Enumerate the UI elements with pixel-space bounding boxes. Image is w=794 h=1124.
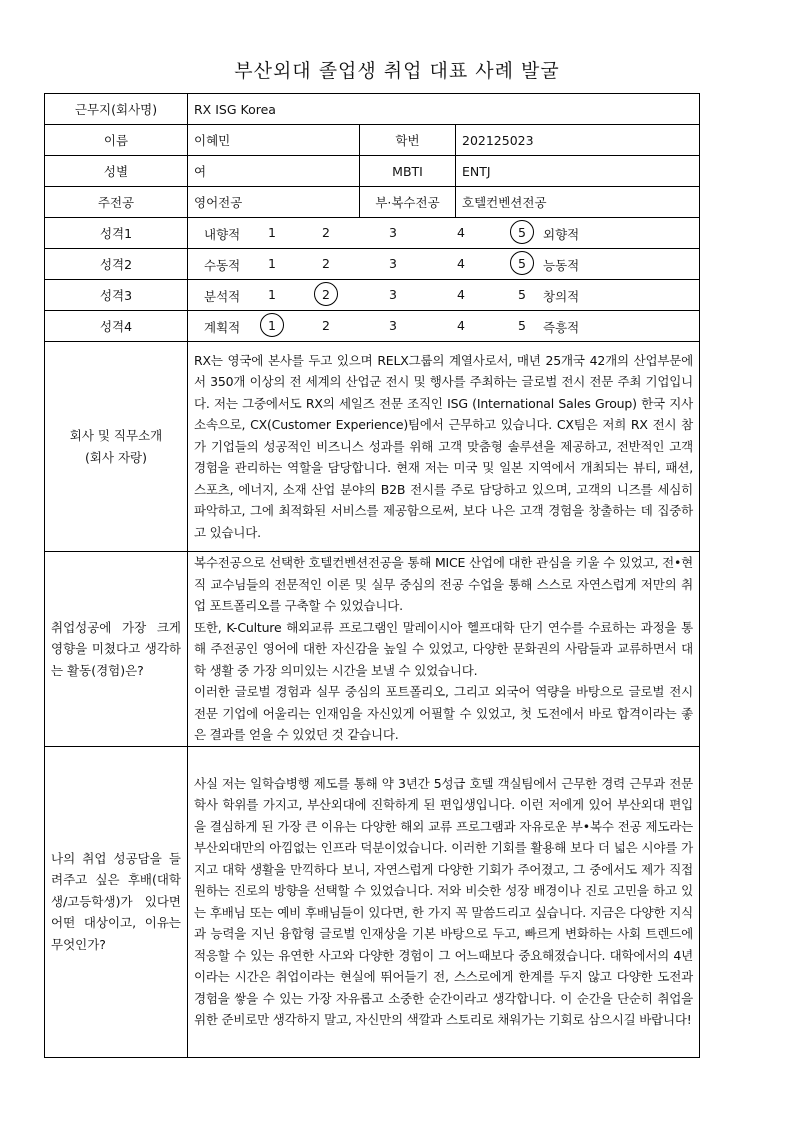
gender-value: 여 — [188, 156, 360, 187]
scale-value: 5 — [518, 318, 526, 333]
paragraph: RX는 영국에 본사를 두고 있으며 RELX그룹의 계열사로서, 매년 25개국 42개의 산업부문에서 350개 이상의 전 세계의 산업군 전시 및 행사를 주최하는 글로벌 전시 전문 주최 기업입니다. 저는 그중에서도 RX의 세일즈 전문 조직인 ISG (International Sales Group) 한국 지사 소속으로, CX(Customer Experience)팀에서 근무하고 있습니다. CX팀은 저희 RX 전시 참가 기업들의 성공적인 비즈니스 성과를 위해 고객 맞춤형 솔루션을 제공하고, 전반적인 고객 경험을 관리하는 역할을 담당합니다. 현재 저는 미국 및 일본 지역에서 개최되는 뷰티, 패션, 스포츠, 에너지, 소재 산업 분야의 B2B 전시를 주로 담당하고 있으며, 고객의 니즈를 세심히 파악하고, 그에 최적화된 서비스를 제공함으로써, 보다 나은 고객 경험을 창출하는 데 집중하고 있습니다. — [194, 352, 694, 540]
scale-value: 3 — [389, 256, 397, 271]
scale-left-label: 분석적 — [204, 289, 241, 304]
scale-value: 1 — [268, 256, 276, 271]
personality-scale — [188, 218, 699, 248]
personality-row — [45, 218, 700, 249]
company-intro-label — [45, 342, 188, 552]
scale-value: 4 — [457, 256, 465, 271]
scale-value: 3 — [389, 225, 397, 240]
student-id-value: 202125023 — [456, 125, 700, 156]
gender-label: 성별 — [45, 156, 188, 187]
name-label: 이름 — [45, 125, 188, 156]
minor-label: 부·복수전공 — [360, 187, 456, 218]
scale-value: 3 — [389, 287, 397, 302]
scale-value: 2 — [322, 256, 330, 271]
paragraph: 사실 저는 일학습병행 제도를 통해 약 3년간 5성급 호텔 객실팀에서 근무한 경력 근무과 전문학사 학위를 가지고, 부산외대에 진학하게 된 편입생입니다. 이런 저에게 있어 부산외대 편입을 결심하게 된 가장 큰 이유는 다양한 해외 교류 프로그램과 자유로운 부•복수 전공 제도라는 부산외대만의 아낌없는 인프라 덕분이었습니다. 이러한 기회를 활용해 보다 더 넓은 시야를 가지고 대학 생활을 만끽하다 보니, 자연스럽게 다양한 기회가 주어졌고, 그 중에서도 제가 직접 원하는 진로의 방향을 선택할 수 있었습니다. 저와 비슷한 성장 배경이나 진로 고민을 하고 있는 후배님 또는 예비 후배님들이 있다면, 한 가지 꼭 말씀드리고 싶습니다. 지금은 다양한 지식과 능력을 지닌 융합형 글로벌 인재상을 기본 바탕으로 두고, 빠르게 변화하는 사회 트렌드에 적응할 수 있는 유연한 사고와 다양한 경험이 그 어느때보다 중요해졌습니다. 대학에서의 4년이라는 시간은 취업이라는 현실에 뛰어들기 전, 스스로에게 한계를 두지 않고 다양한 도전과 경험을 쌓을 수 있는 가장 자유롭고 소중한 순간이라고 생각합니다. 이 순간을 단순히 취업을 위한 준비로만 생각하지 말고, 자신만의 색깔과 스토리로 채워가는 기회로 삼으시길 바랍니다! — [194, 775, 694, 1027]
scale-right-label: 외향적 — [543, 227, 580, 242]
scale-right-label: 즉흥적 — [543, 320, 580, 335]
scale-right-label: 능동적 — [543, 258, 580, 273]
scale-value: 4 — [457, 225, 465, 240]
company-intro-label-line2: (회사 자랑) — [84, 449, 148, 465]
scale-value: 5 — [518, 256, 526, 271]
scale-value: 1 — [268, 225, 276, 240]
personality-scale — [188, 311, 699, 341]
paragraph: 이러한 글로벌 경험과 실무 중심의 포트폴리오, 그리고 외국어 역량을 바탕으로 글로벌 전시 전문 기업에 어울리는 인재임을 자신있게 어필할 수 있었고, 첫 도전에서 바로 합격이라는 좋은 결과를 얻을 수 있었던 것 같습니다. — [194, 684, 694, 742]
company-row — [45, 94, 700, 125]
personality-scale — [188, 280, 699, 310]
scale-value: 5 — [518, 287, 526, 302]
personality-label: 성격3 — [45, 280, 188, 311]
personality-scale — [188, 249, 699, 279]
scale-right-label: 창의적 — [543, 289, 580, 304]
company-intro-text — [188, 342, 700, 552]
scale-left-label: 내향적 — [204, 227, 241, 242]
advice-text — [188, 746, 700, 1057]
advice-row — [45, 746, 700, 1057]
scale-left-label: 수동적 — [204, 258, 241, 273]
selection-circle — [510, 251, 534, 275]
advice-label: 나의 취업 성공담을 들려주고 싶은 후배(대학생/고등학생)가 있다면 어떤 대상이고, 이유는 무엇인가? — [45, 746, 188, 1057]
name-row — [45, 125, 700, 156]
influential-activity-label: 취업성공에 가장 크게 영향을 미쳤다고 생각하는 활동(경험)은? — [45, 552, 188, 747]
major-row — [45, 187, 700, 218]
paragraph: 복수전공으로 선택한 호텔컨벤션전공을 통해 MICE 산업에 대한 관심을 키울 수 있었고, 전•현직 교수님들의 전문적인 이론 및 실무 중심의 전공 수업을 통해 스스로 자연스럽게 저만의 취업 포트폴리오를 구축할 수 있었습니다. — [194, 555, 694, 613]
major-label: 주전공 — [45, 187, 188, 218]
scale-value: 2 — [322, 318, 330, 333]
scale-value: 2 — [322, 225, 330, 240]
scale-value: 3 — [389, 318, 397, 333]
profile-table — [44, 93, 700, 1058]
company-intro-row — [45, 342, 700, 552]
scale-value: 2 — [322, 287, 330, 302]
company-intro-label-line1: 회사 및 직무소개 — [69, 428, 163, 443]
personality-label: 성격2 — [45, 249, 188, 280]
selection-circle — [314, 282, 338, 306]
major-value: 영어전공 — [188, 187, 360, 218]
mbti-value: ENTJ — [456, 156, 700, 187]
scale-value: 4 — [457, 287, 465, 302]
minor-value: 호텔컨벤션전공 — [456, 187, 700, 218]
influential-activity-text — [188, 552, 700, 747]
scale-value: 1 — [268, 318, 276, 333]
gender-row — [45, 156, 700, 187]
selection-circle — [510, 220, 534, 244]
influential-activity-row — [45, 552, 700, 747]
scale-left-label: 계획적 — [204, 320, 241, 335]
mbti-label: MBTI — [360, 156, 456, 187]
personality-label: 성격1 — [45, 218, 188, 249]
personality-row — [45, 311, 700, 342]
personality-label: 성격4 — [45, 311, 188, 342]
scale-value: 5 — [518, 225, 526, 240]
company-value: RX ISG Korea — [188, 94, 700, 125]
personality-row — [45, 249, 700, 280]
name-value: 이혜민 — [188, 125, 360, 156]
paragraph: 또한, K-Culture 해외교류 프로그램인 말레이시아 헬프대학 단기 연수를 수료하는 과정을 통해 주전공인 영어에 대한 자신감을 높일 수 있었고, 다양한 문화권의 사람들과 교류하면서 대학 생활 중 가장 의미있는 시간을 보낼 수 있었습니다. — [194, 619, 694, 678]
selection-circle — [260, 313, 284, 337]
document-title: 부산외대 졸업생 취업 대표 사례 발굴 — [234, 60, 560, 82]
company-label: 근무지(회사명) — [45, 94, 188, 125]
scale-value: 1 — [268, 287, 276, 302]
student-id-label: 학번 — [360, 125, 456, 156]
personality-row — [45, 280, 700, 311]
scale-value: 4 — [457, 318, 465, 333]
